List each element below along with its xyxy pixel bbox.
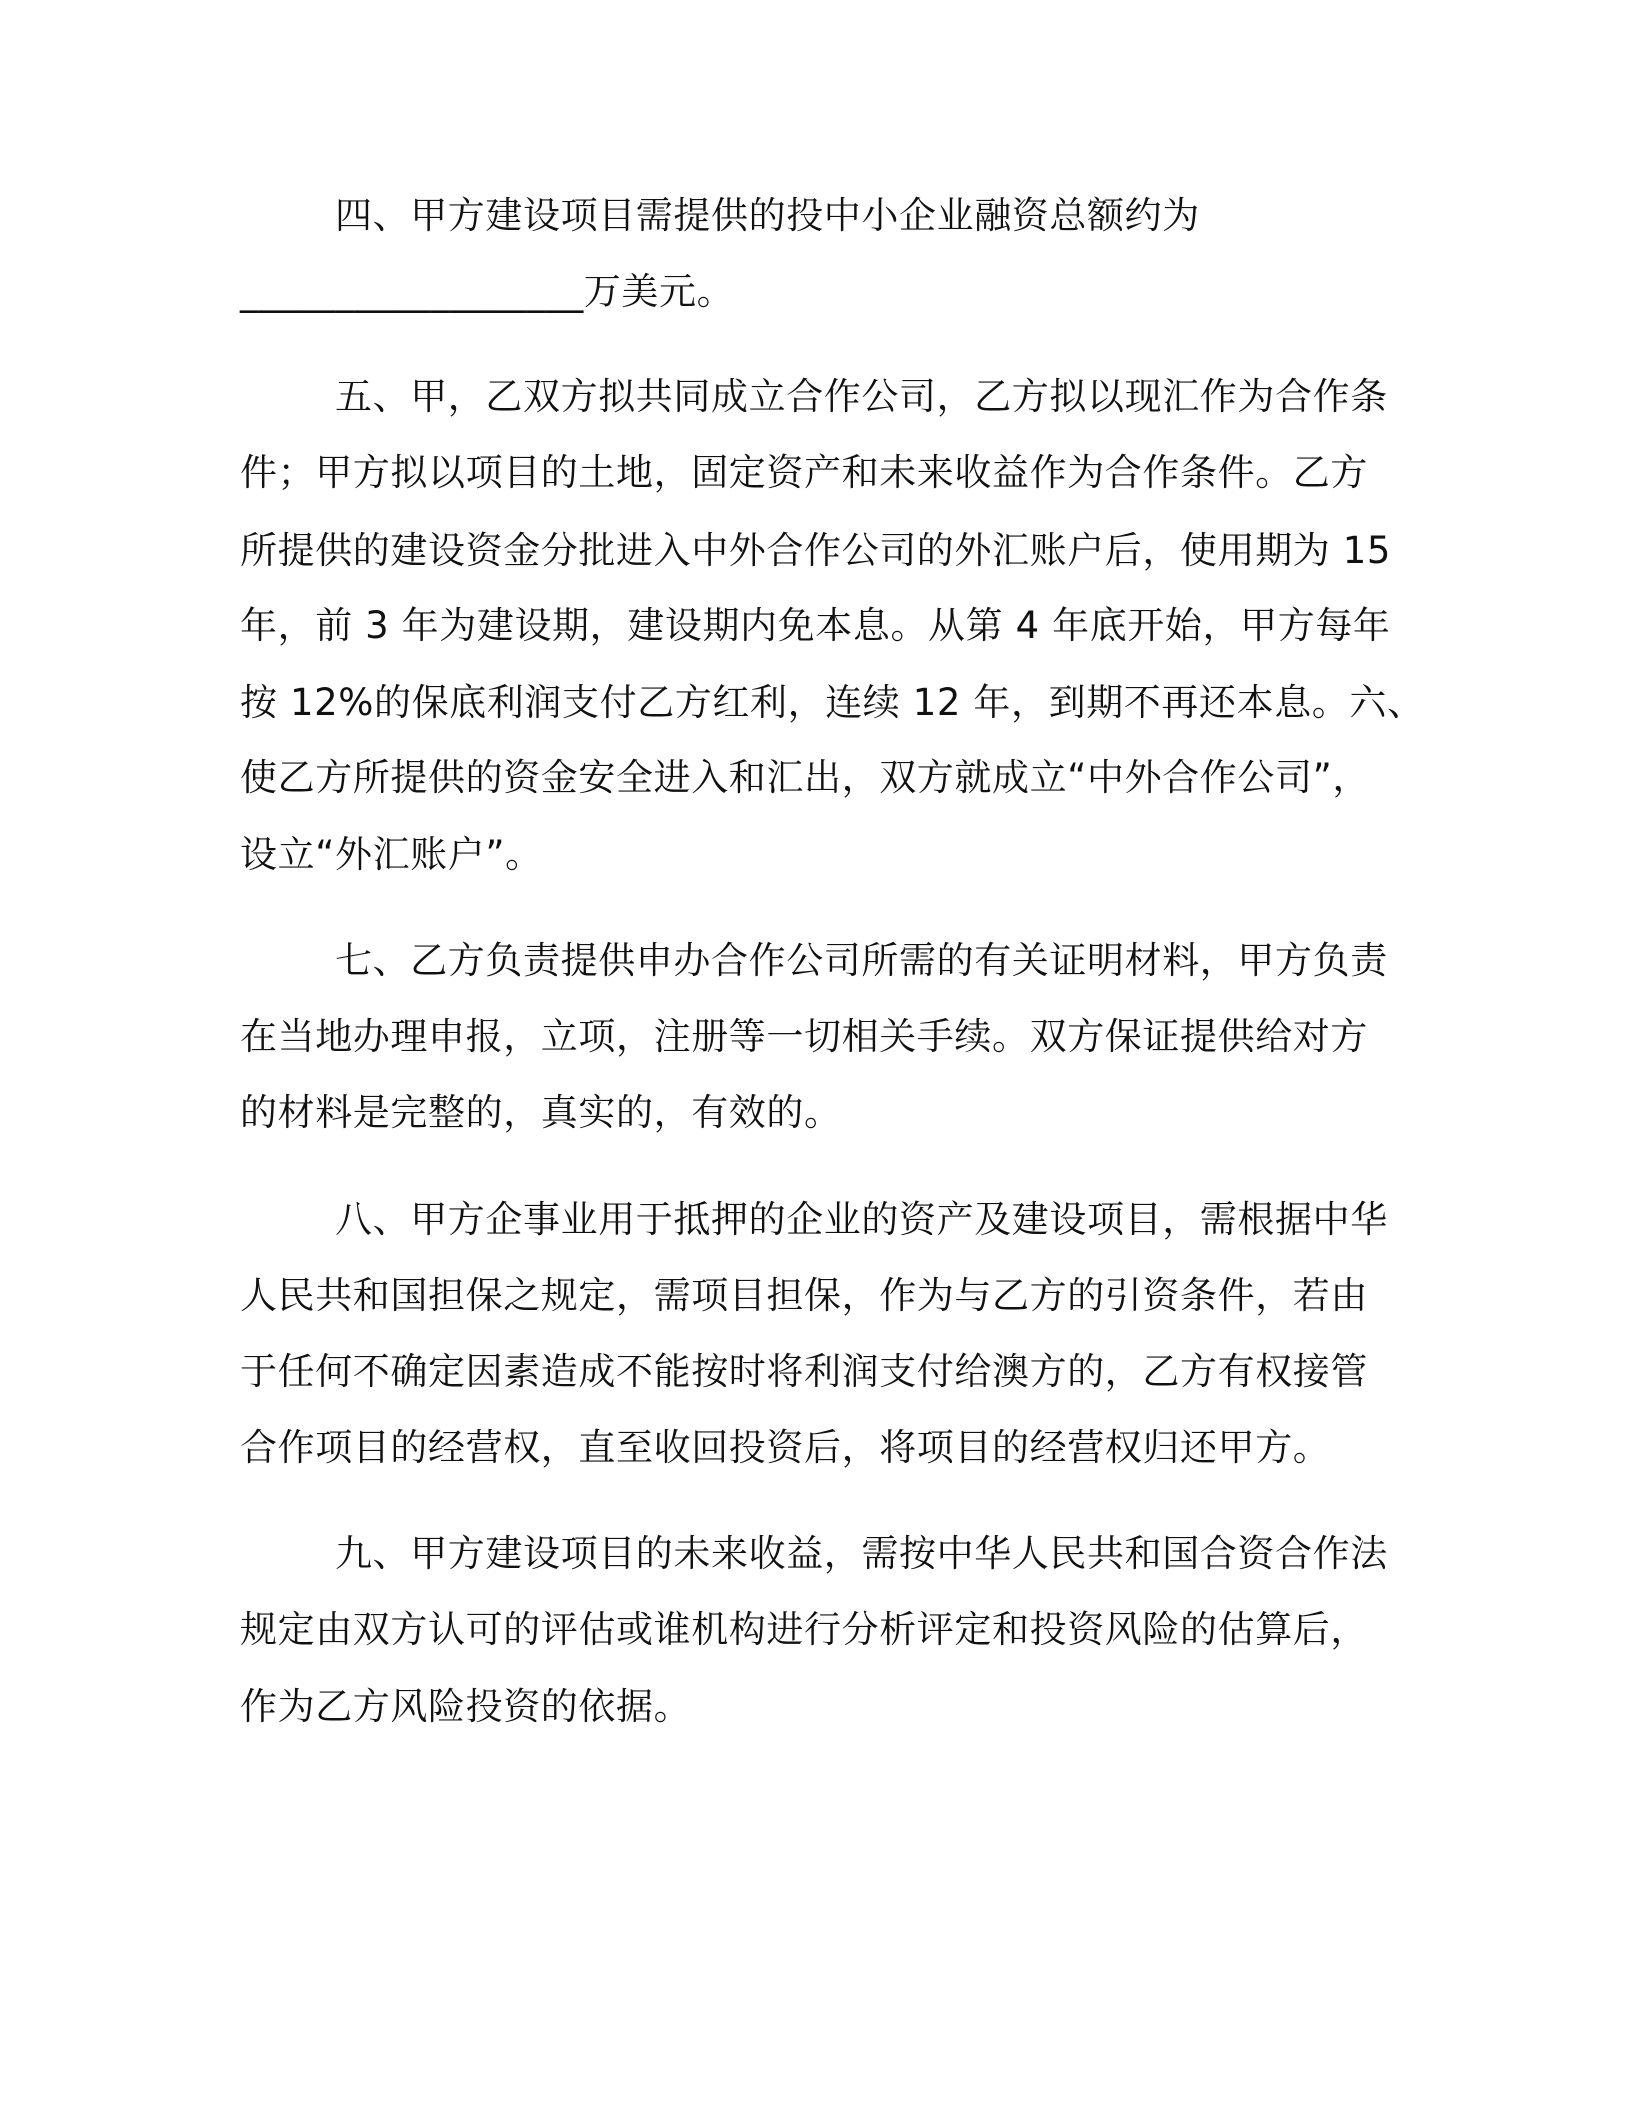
clause-5-line-5: 按 12%的保底利润支付乙方红利，连续 12 年，到期不再还本息。六、 [240, 681, 1425, 724]
clause-5-line-2: 件；甲方拟以项目的土地，固定资产和未来收益作为合作条件。乙方 [240, 451, 1368, 494]
clause-5-line-7: 设立“外汇账户”。 [240, 833, 543, 876]
clause-5-line-6: 使乙方所提供的资金安全进入和汇出，双方就成立“中外合作公司”， [240, 756, 1370, 799]
clause-8-line-2: 人民共和国担保之规定，需项目担保，作为与乙方的引资条件，若由 [240, 1274, 1368, 1317]
clause-7-line-2: 在当地办理申报，立项，注册等一切相关手续。双方保证提供给对方 [240, 1015, 1368, 1058]
clause-5-line-3: 所提供的建设资金分批进入中外合作公司的外汇账户后，使用期为 15 [240, 529, 1392, 572]
clause-8-line-4: 合作项目的经营权，直至收回投资后，将项目的经营权归还甲方。 [240, 1426, 1331, 1469]
clause-4-line-2: __________________万美元。 [240, 270, 735, 313]
clause-8-line-3: 于任何不确定因素造成不能按时将利润支付给澳方的，乙方有权接管 [240, 1350, 1368, 1393]
clause-9-line-1: 九、甲方建设项目的未来收益，需按中华人民共和国合资合作法 [335, 1532, 1388, 1575]
clause-9-line-3: 作为乙方风险投资的依据。 [240, 1685, 692, 1728]
clause-5-line-1: 五、甲，乙双方拟共同成立合作公司，乙方拟以现汇作为合作条 [335, 375, 1388, 418]
clause-4-line-1: 四、甲方建设项目需提供的投中小企业融资总额约为 [335, 194, 1200, 237]
clause-7-line-1: 七、乙方负责提供申办合作公司所需的有关证明材料，甲方负责 [335, 939, 1388, 982]
clause-9-line-2: 规定由双方认可的评估或谁机构进行分析评定和投资风险的估算后， [240, 1608, 1368, 1651]
clause-8-line-1: 八、甲方企事业用于抵押的企业的资产及建设项目，需根据中华 [335, 1198, 1388, 1241]
clause-7-line-3: 的材料是完整的，真实的，有效的。 [240, 1091, 842, 1134]
clause-5-line-4: 年，前 3 年为建设期，建设期内免本息。从第 4 年底开始，甲方每年 [240, 604, 1391, 647]
